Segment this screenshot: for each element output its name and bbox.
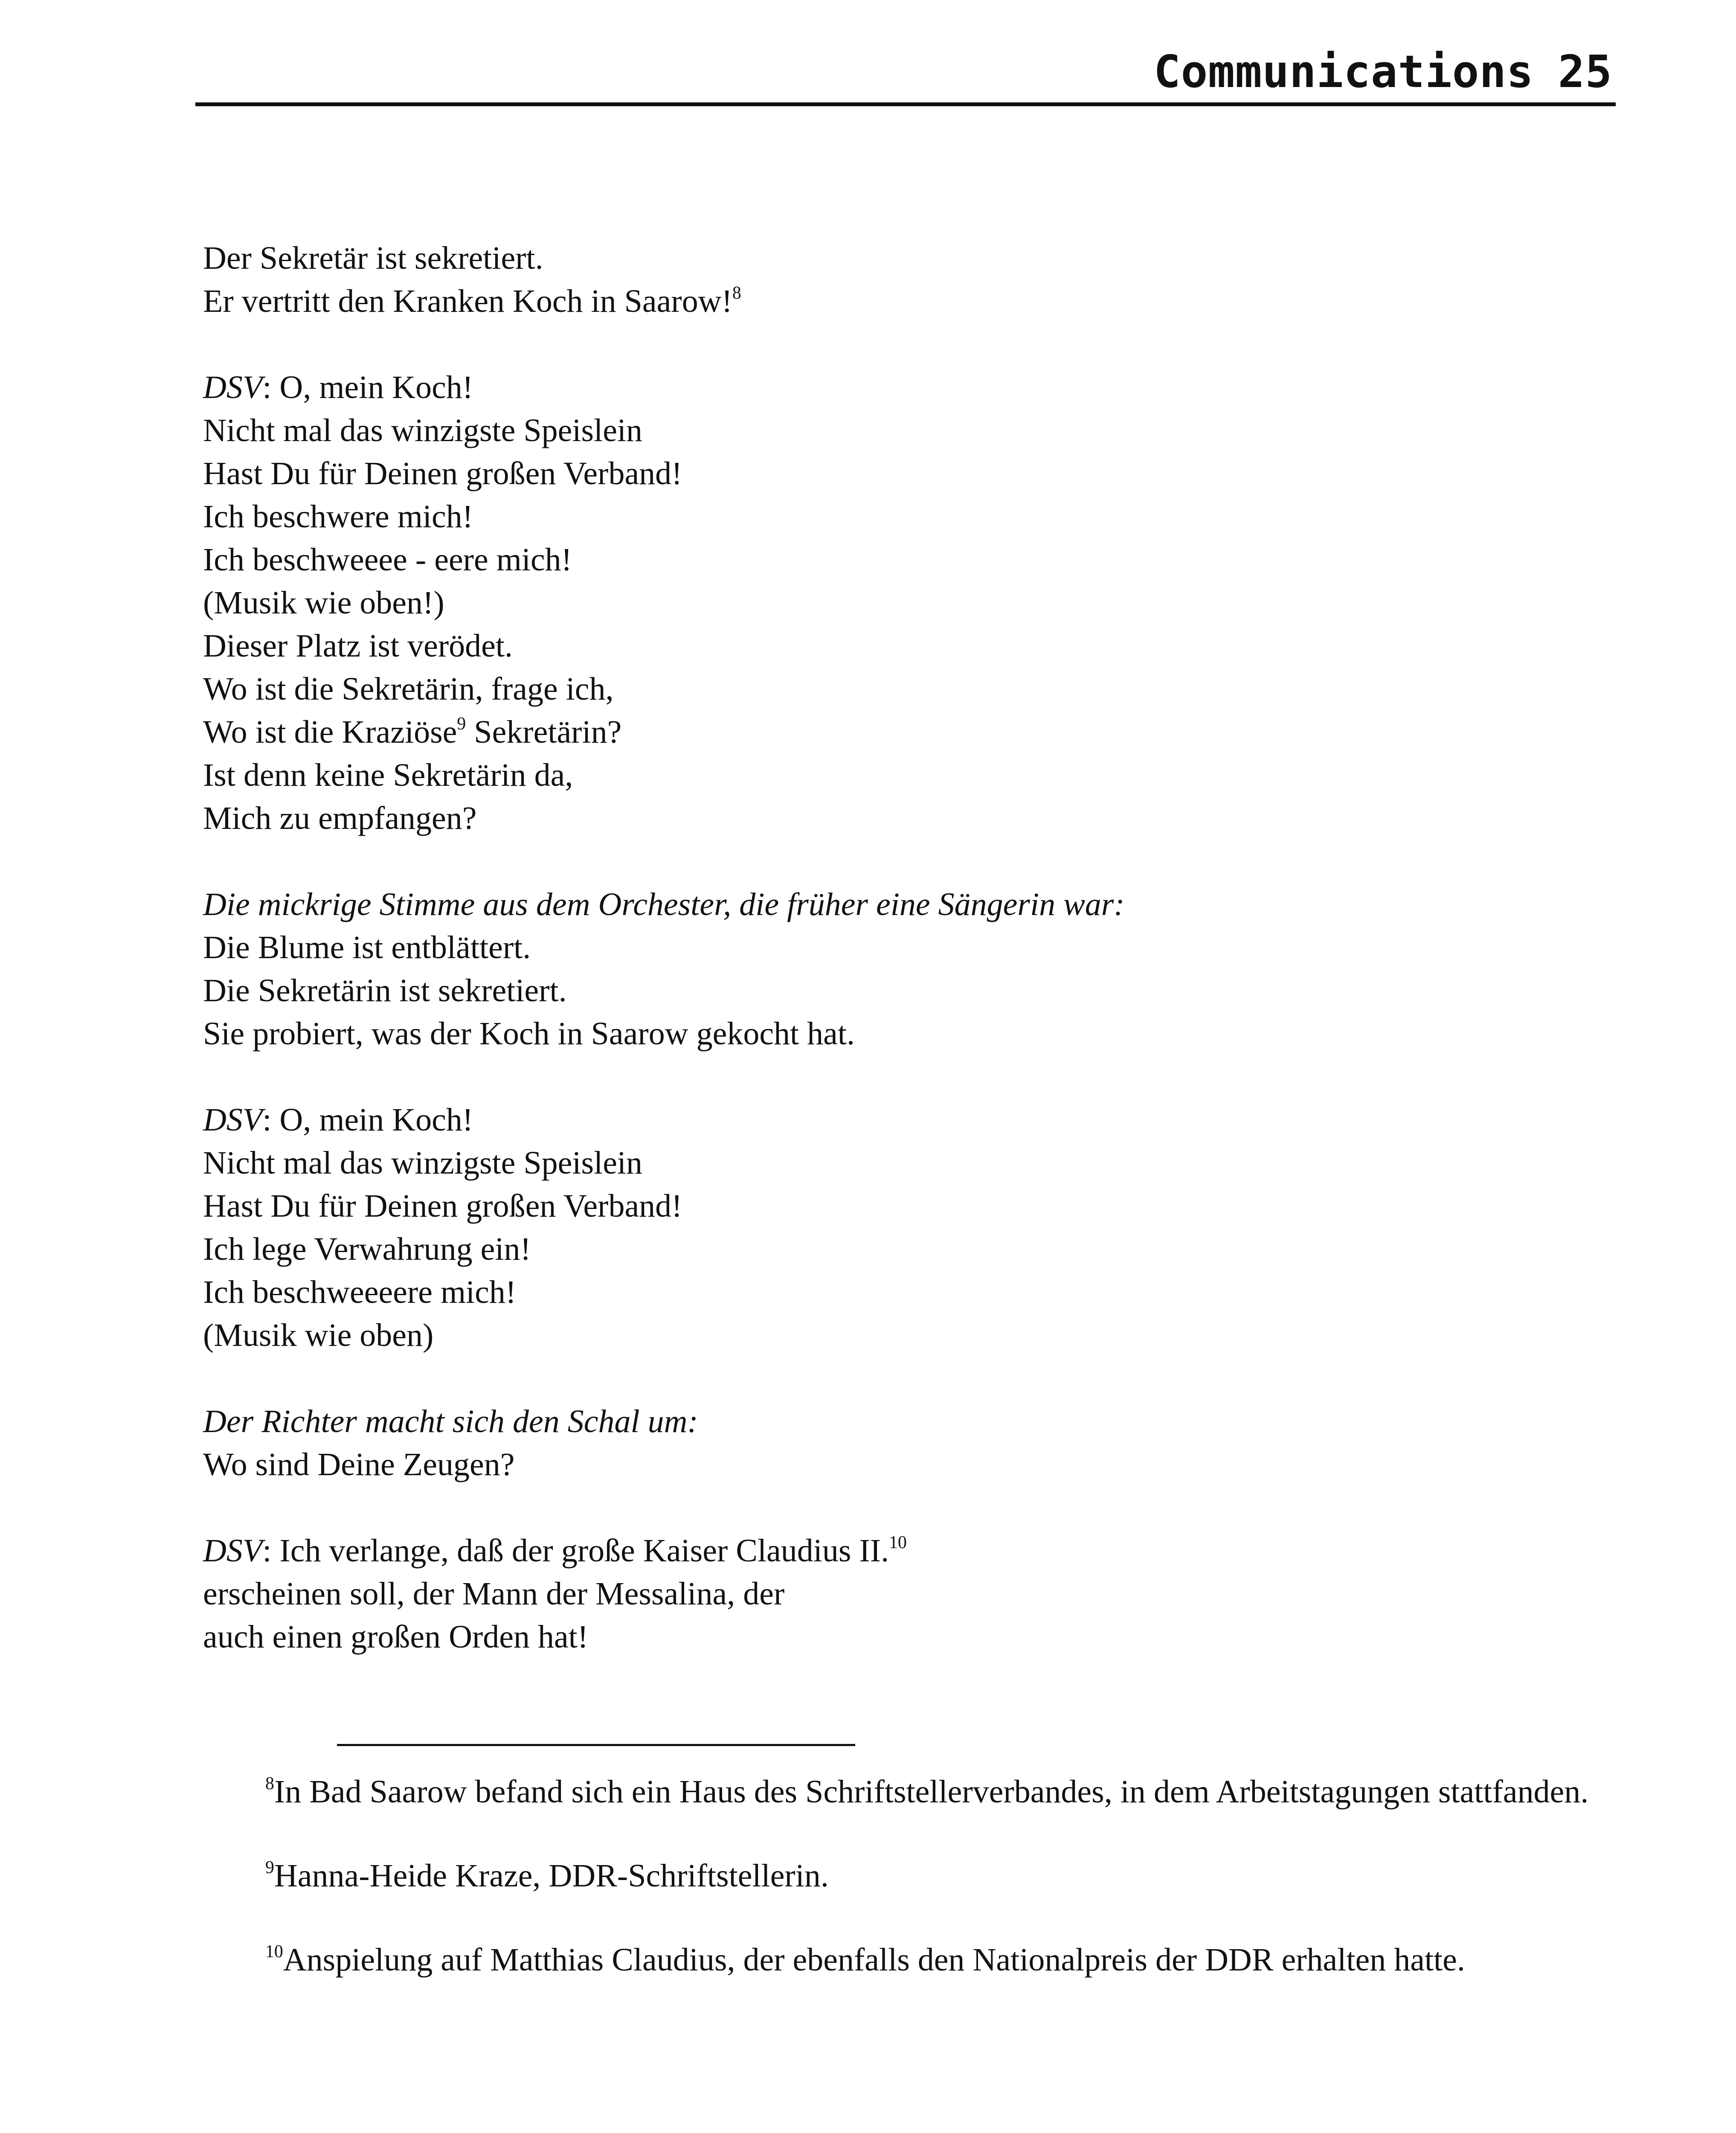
footnote-text: Hanna-Heide Kraze, DDR-Schriftstellerin.	[274, 1858, 829, 1894]
footnote-ref: 9	[457, 714, 466, 734]
verse-line: Ich beschweeee - eere mich!	[203, 542, 572, 578]
stage-direction: Die mickrige Stimme aus dem Orchester, die früher eine Sängerin war:	[203, 886, 1125, 922]
verse-line: Ich beschwere mich!	[203, 499, 473, 535]
verse-line: Mich zu empfangen?	[203, 800, 477, 836]
verse-line: Nicht mal das winzigste Speislein	[203, 413, 643, 448]
verse-line: Dieser Platz ist verödet.	[203, 628, 513, 664]
verse-line: Nicht mal das winzigste Speislein	[203, 1145, 643, 1181]
verse-line: Er vertritt den Kranken Koch in Saarow!$^8$	[203, 283, 741, 319]
stanza-gap	[203, 1357, 1568, 1400]
verse-line: (Musik wie oben)	[203, 1317, 434, 1353]
footnote-separator	[337, 1744, 855, 1746]
verse-line: Die Sekretärin ist sekretiert.	[203, 973, 567, 1008]
verse-text	[203, 237, 1568, 1659]
stanza-gap	[203, 1055, 1568, 1098]
verse-line: DSV: O, mein Koch!	[203, 369, 473, 405]
verse-line: Die Blume ist entblättert.	[203, 930, 531, 965]
verse-line: DSV: Ich verlange, daß der große Kaiser Claudius II.$^{10}$	[203, 1532, 907, 1569]
footnote-ref: 10	[889, 1532, 907, 1552]
footnote-number: 8	[265, 1773, 274, 1793]
running-header	[1092, 46, 1612, 97]
verse-line: Wo sind Deine Zeugen?	[203, 1447, 515, 1482]
verse-line: Wo ist die Kraziöse$^9$ Sekretärin?	[203, 714, 622, 750]
footnote-9	[203, 1854, 1640, 1898]
footnote-ref: 8	[732, 283, 741, 303]
verse-line: Ich lege Verwahrung ein!	[203, 1231, 531, 1267]
verse-line: Hast Du für Deinen großen Verband!	[203, 456, 682, 491]
speaker-label: DSV	[203, 369, 263, 405]
stanza-gap	[203, 323, 1568, 366]
verse-line: Sie probiert, was der Koch in Saarow gekocht hat.	[203, 1016, 855, 1052]
stage-direction: Der Richter macht sich den Schal um:	[203, 1404, 698, 1439]
speaker-label: DSV	[203, 1102, 263, 1138]
footnotes	[203, 1770, 1640, 2023]
verse-line: (Musik wie oben!)	[203, 585, 444, 621]
footnote-text: Anspielung auf Matthias Claudius, der ebenfalls den Nationalpreis der DDR erhalten hatte.	[283, 1942, 1465, 1978]
stanza-gap	[203, 1486, 1568, 1529]
header-rule	[195, 102, 1616, 106]
footnote-number: 10	[265, 1941, 283, 1962]
verse-line: auch einen großen Orden hat!	[203, 1619, 589, 1655]
verse-line: Ich beschweeeere mich!	[203, 1274, 517, 1310]
footnote-10	[203, 1938, 1640, 1982]
verse-line: erscheinen soll, der Mann der Messalina, der	[203, 1576, 785, 1612]
footnote-number: 9	[265, 1857, 274, 1877]
stanza-gap	[203, 840, 1568, 883]
journal-title: Communications	[1153, 46, 1534, 98]
verse-line: Ist denn keine Sekretärin da,	[203, 757, 573, 793]
speaker-label: DSV	[203, 1533, 263, 1569]
verse-line: DSV: O, mein Koch!	[203, 1102, 473, 1138]
verse-line: Hast Du für Deinen großen Verband!	[203, 1188, 682, 1224]
verse-line: Der Sekretär ist sekretiert.	[203, 240, 543, 276]
page-number: 25	[1558, 46, 1612, 98]
verse-line: Wo ist die Sekretärin, frage ich,	[203, 671, 614, 707]
footnote-text: In Bad Saarow befand sich ein Haus des Schriftstellerverbandes, in dem Arbeitstagungen stattfanden.	[274, 1774, 1589, 1810]
footnote-8	[203, 1770, 1640, 1813]
